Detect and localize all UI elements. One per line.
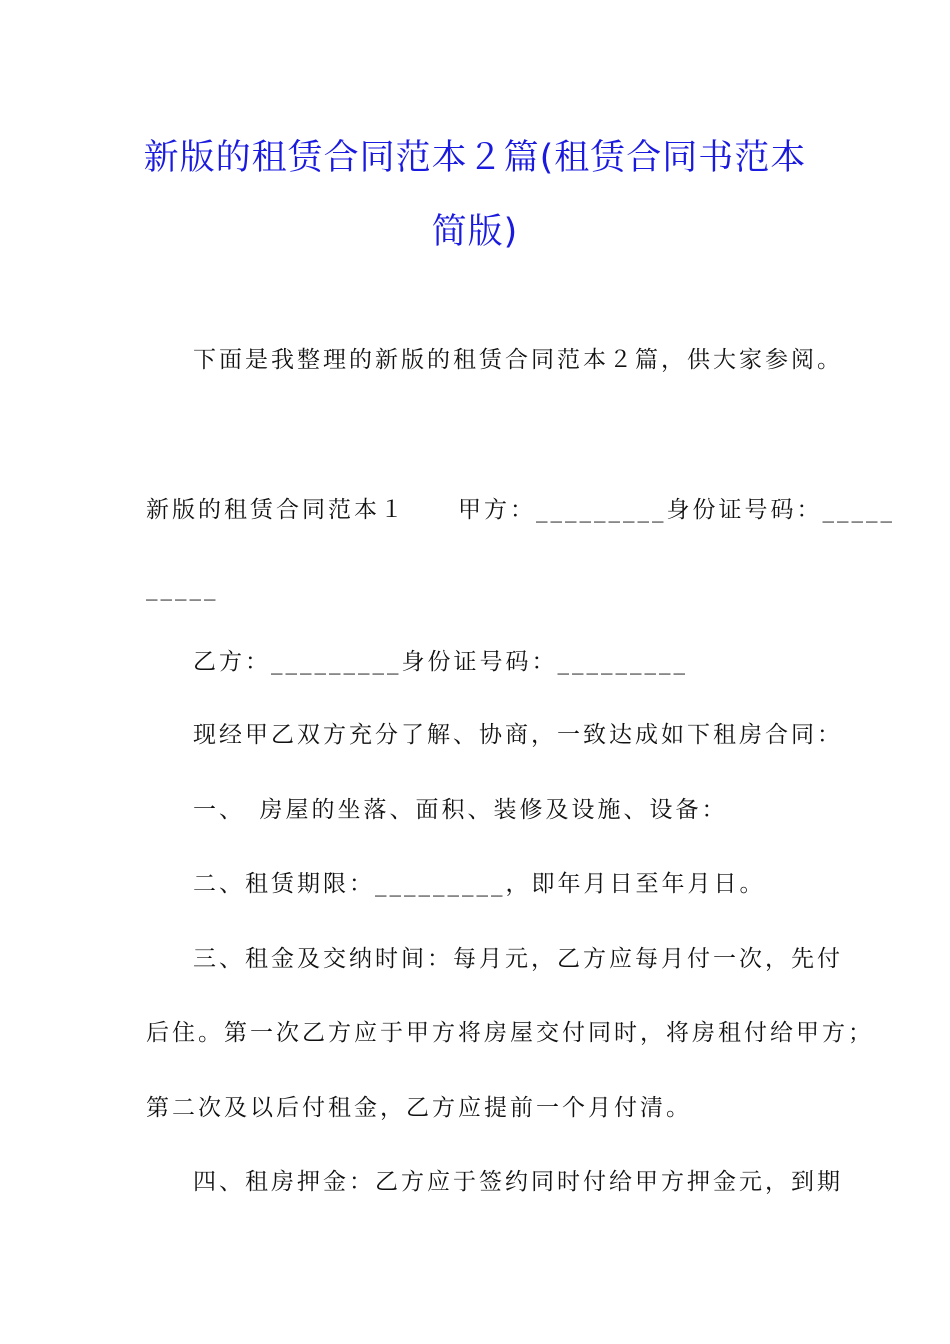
document-title-line-1: 新版的租赁合同范本２篇(租赁合同书范本 <box>143 138 807 178</box>
clause-3-line-3: 第二次及以后付租金，乙方应提前一个月付清。 <box>146 1095 692 1121</box>
document-title-line-2: 简版) <box>431 212 519 252</box>
clause-3-line-1: 三、租金及交纳时间：每月元，乙方应每月付一次，先付 <box>193 946 843 972</box>
preamble-paragraph: 现经甲乙双方充分了解、协商，一致达成如下租房合同： <box>193 722 843 748</box>
clause-1: 一、 房屋的坐落、面积、装修及设施、设备： <box>193 797 728 823</box>
contract-heading-continuation: _____ <box>146 575 219 601</box>
party-b-line: 乙方：_________身份证号码：_________ <box>193 649 688 675</box>
clause-4-line-1: 四、租房押金：乙方应于签约同时付给甲方押金元，到期 <box>193 1169 843 1195</box>
clause-2: 二、租赁期限：_________，即年月日至年月日。 <box>193 871 766 897</box>
intro-paragraph: 下面是我整理的新版的租赁合同范本２篇，供大家参阅。 <box>193 347 843 373</box>
clause-3-line-2: 后住。第一次乙方应于甲方将房屋交付同时，将房租付给甲方； <box>146 1020 874 1046</box>
contract-heading-line: 新版的租赁合同范本１ 甲方：_________身份证号码：_____ <box>146 497 895 523</box>
